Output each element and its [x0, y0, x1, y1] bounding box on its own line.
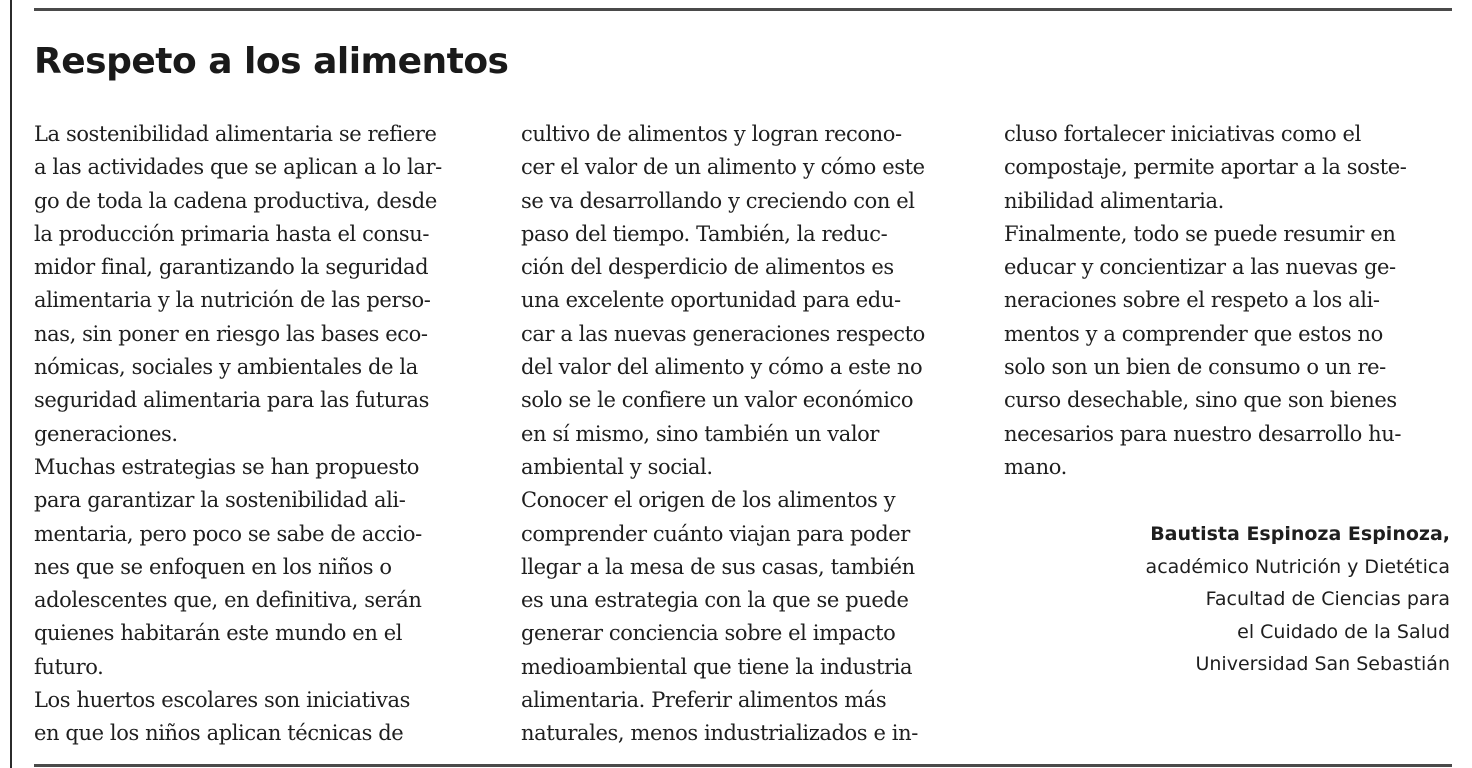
article-text-line: cluso fortalecer iniciativas como el	[1004, 122, 1361, 146]
article-text-line: es una estrategia con la que se puede	[521, 588, 909, 613]
article-column-2	[521, 118, 981, 751]
article-text-line: generar conciencia sobre el impacto	[521, 621, 896, 646]
article-text-line: neraciones sobre el respeto a los ali-	[1004, 288, 1380, 313]
article-text-line: mentaria, pero poco se sabe de accio-	[34, 521, 422, 546]
article-text-line: educar y concientizar a las nuevas ge-	[1004, 255, 1396, 280]
article-text-line: La sostenibilidad alimentaria se refiere	[34, 122, 437, 146]
bottom-rule	[34, 764, 1452, 767]
article-text-line: alimentaria y la nutrición de las perso-	[34, 288, 431, 313]
article-text-line: necesarios para nuestro desarrollo hu-	[1004, 421, 1402, 446]
article-text-line: del valor del alimento y cómo a este no	[521, 355, 923, 380]
article-text-line: solo se le confiere un valor económico	[521, 388, 914, 413]
article-text-line: alimentaria. Preferir alimentos más	[521, 688, 887, 713]
article-text-line: una excelente oportunidad para edu-	[521, 288, 901, 313]
article-text-line: midor final, garantizando la seguridad	[34, 255, 429, 280]
article-text-line: curso desechable, sino que son bienes	[1004, 388, 1397, 413]
article-text-line: para garantizar la sostenibilidad ali-	[34, 488, 406, 513]
top-rule	[34, 8, 1452, 11]
article-text-line: llegar a la mesa de sus casas, también	[521, 554, 915, 579]
article-text-line: en sí mismo, sino también un valor	[521, 421, 880, 446]
article-text-line: quienes habitarán este mundo en el	[34, 621, 403, 646]
author-signature	[1146, 518, 1450, 681]
article-text-line: compostaje, permite aportar a la soste-	[1004, 155, 1407, 180]
author-university: Universidad San Sebastián	[1195, 653, 1450, 675]
article-text-line: ción del desperdicio de alimentos es	[521, 255, 894, 280]
article-text-line: generaciones.	[34, 421, 178, 446]
article-text-line: adolescentes que, en definitiva, serán	[34, 588, 422, 613]
article-text-line: nas, sin poner en riesgo las bases eco-	[34, 321, 428, 346]
author-faculty-line-1: Facultad de Ciencias para	[1205, 588, 1450, 610]
article-text-line: Finalmente, todo se puede resumir en	[1004, 221, 1396, 246]
article-text-line: Los huertos escolares son iniciativas	[34, 688, 410, 713]
article-text-line: mentos y a comprender que estos no	[1004, 321, 1383, 346]
article-text-line: nibilidad alimentaria.	[1004, 188, 1224, 213]
article-text-line: ambiental y social.	[521, 454, 713, 479]
article-text-line: mano.	[1004, 454, 1067, 479]
article-text-line: cultivo de alimentos y logran recono-	[521, 122, 902, 146]
article-text-line: la producción primaria hasta el consu-	[34, 221, 430, 246]
article-text-line: futuro.	[34, 654, 104, 679]
article-text-line: paso del tiempo. También, la reduc-	[521, 221, 888, 246]
article-text-line: seguridad alimentaria para las futuras	[34, 388, 430, 413]
article-column-3	[1004, 118, 1464, 484]
article-text-line: a las actividades que se aplican a lo lar-	[34, 155, 442, 180]
article-text-line: car a las nuevas generaciones respecto	[521, 321, 925, 346]
article-title: Respeto a los alimentos	[34, 41, 509, 82]
author-faculty-line-2: el Cuidado de la Salud	[1237, 620, 1450, 643]
author-role: académico Nutrición y Dietética	[1145, 555, 1450, 578]
article-text-line: medioambiental que tiene la industria	[521, 654, 913, 679]
article-text-line: Muchas estrategias se han propuesto	[34, 454, 419, 479]
article-text-line: cer el valor de un alimento y cómo este	[521, 155, 925, 180]
article-text-line: nes que se enfoquen en los niños o	[34, 554, 392, 579]
article-text-line: naturales, menos industrializados e in-	[521, 721, 918, 746]
author-name: Bautista Espinoza Espinoza,	[1150, 523, 1450, 545]
article-text-line: Conocer el origen de los alimentos y	[521, 488, 896, 513]
article-column-1	[34, 118, 494, 751]
article-text-line: comprender cuánto viajan para poder	[521, 521, 910, 546]
article-text-line: nómicas, sociales y ambientales de la	[34, 355, 418, 380]
article-text-line: se va desarrollando y creciendo con el	[521, 188, 915, 213]
left-border-rule	[10, 0, 12, 768]
article-text-line: en que los niños aplican técnicas de	[34, 721, 404, 746]
article-text-line: solo son un bien de consumo o un re-	[1004, 355, 1386, 380]
article-text-line: go de toda la cadena productiva, desde	[34, 188, 437, 213]
